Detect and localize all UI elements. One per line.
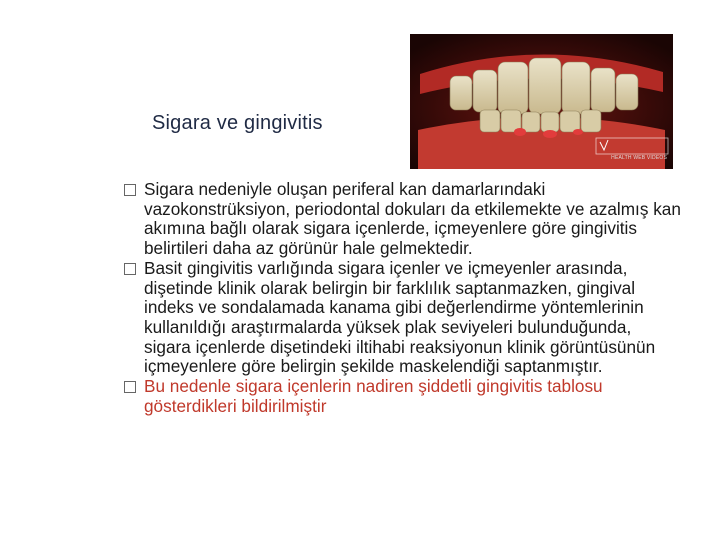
teeth-illustration [410,34,673,169]
bullet-item [122,377,682,416]
bullet-box-icon [124,184,136,196]
slide-title: Sigara ve gingivitis [152,112,323,134]
bullet-text: Basit gingivitis varlığında sigara içenler ve içmeyenler arasında, dişetinde klinik olarak belirgin bir farklılık saptanmazken, gingival indeks ve sondalamada kanama gibi değerlendirme yöntemlerinin kullanıldığı araştırmalarda yüksek plak seviyeleri bulunduğunda, sigara içenlerde dişetindeki iltihabi reaksiyonun klinik görüntüsünün içmeyenlere göre belirgin şekilde maskelendiği saptanmıştır. [144,257,656,377]
bullet-box-icon [124,381,136,393]
gingivitis-photo [410,34,673,169]
bullet-text: Bu nedenle sigara içenlerin nadiren şiddetli gingivitis tablosu gösterdikleri bildirilmiştir [144,376,603,416]
bullet-item [122,259,682,377]
bullet-item [122,180,682,259]
bullet-text: Sigara nedeniyle oluşan periferal kan damarlarındaki vazokonstrüksiyon, periodontal dokuları da etkilemekte ve azalmış kan akımına bağlı olarak sigara içenlerde, içmeyenlere göre gingivitis belirtileri daha az görünür hale gelmektedir. [144,179,681,259]
bullet-box-icon [124,263,136,275]
bullet-list [122,180,682,416]
image-watermark: HEALTH WEB VIDEOS [611,155,667,161]
